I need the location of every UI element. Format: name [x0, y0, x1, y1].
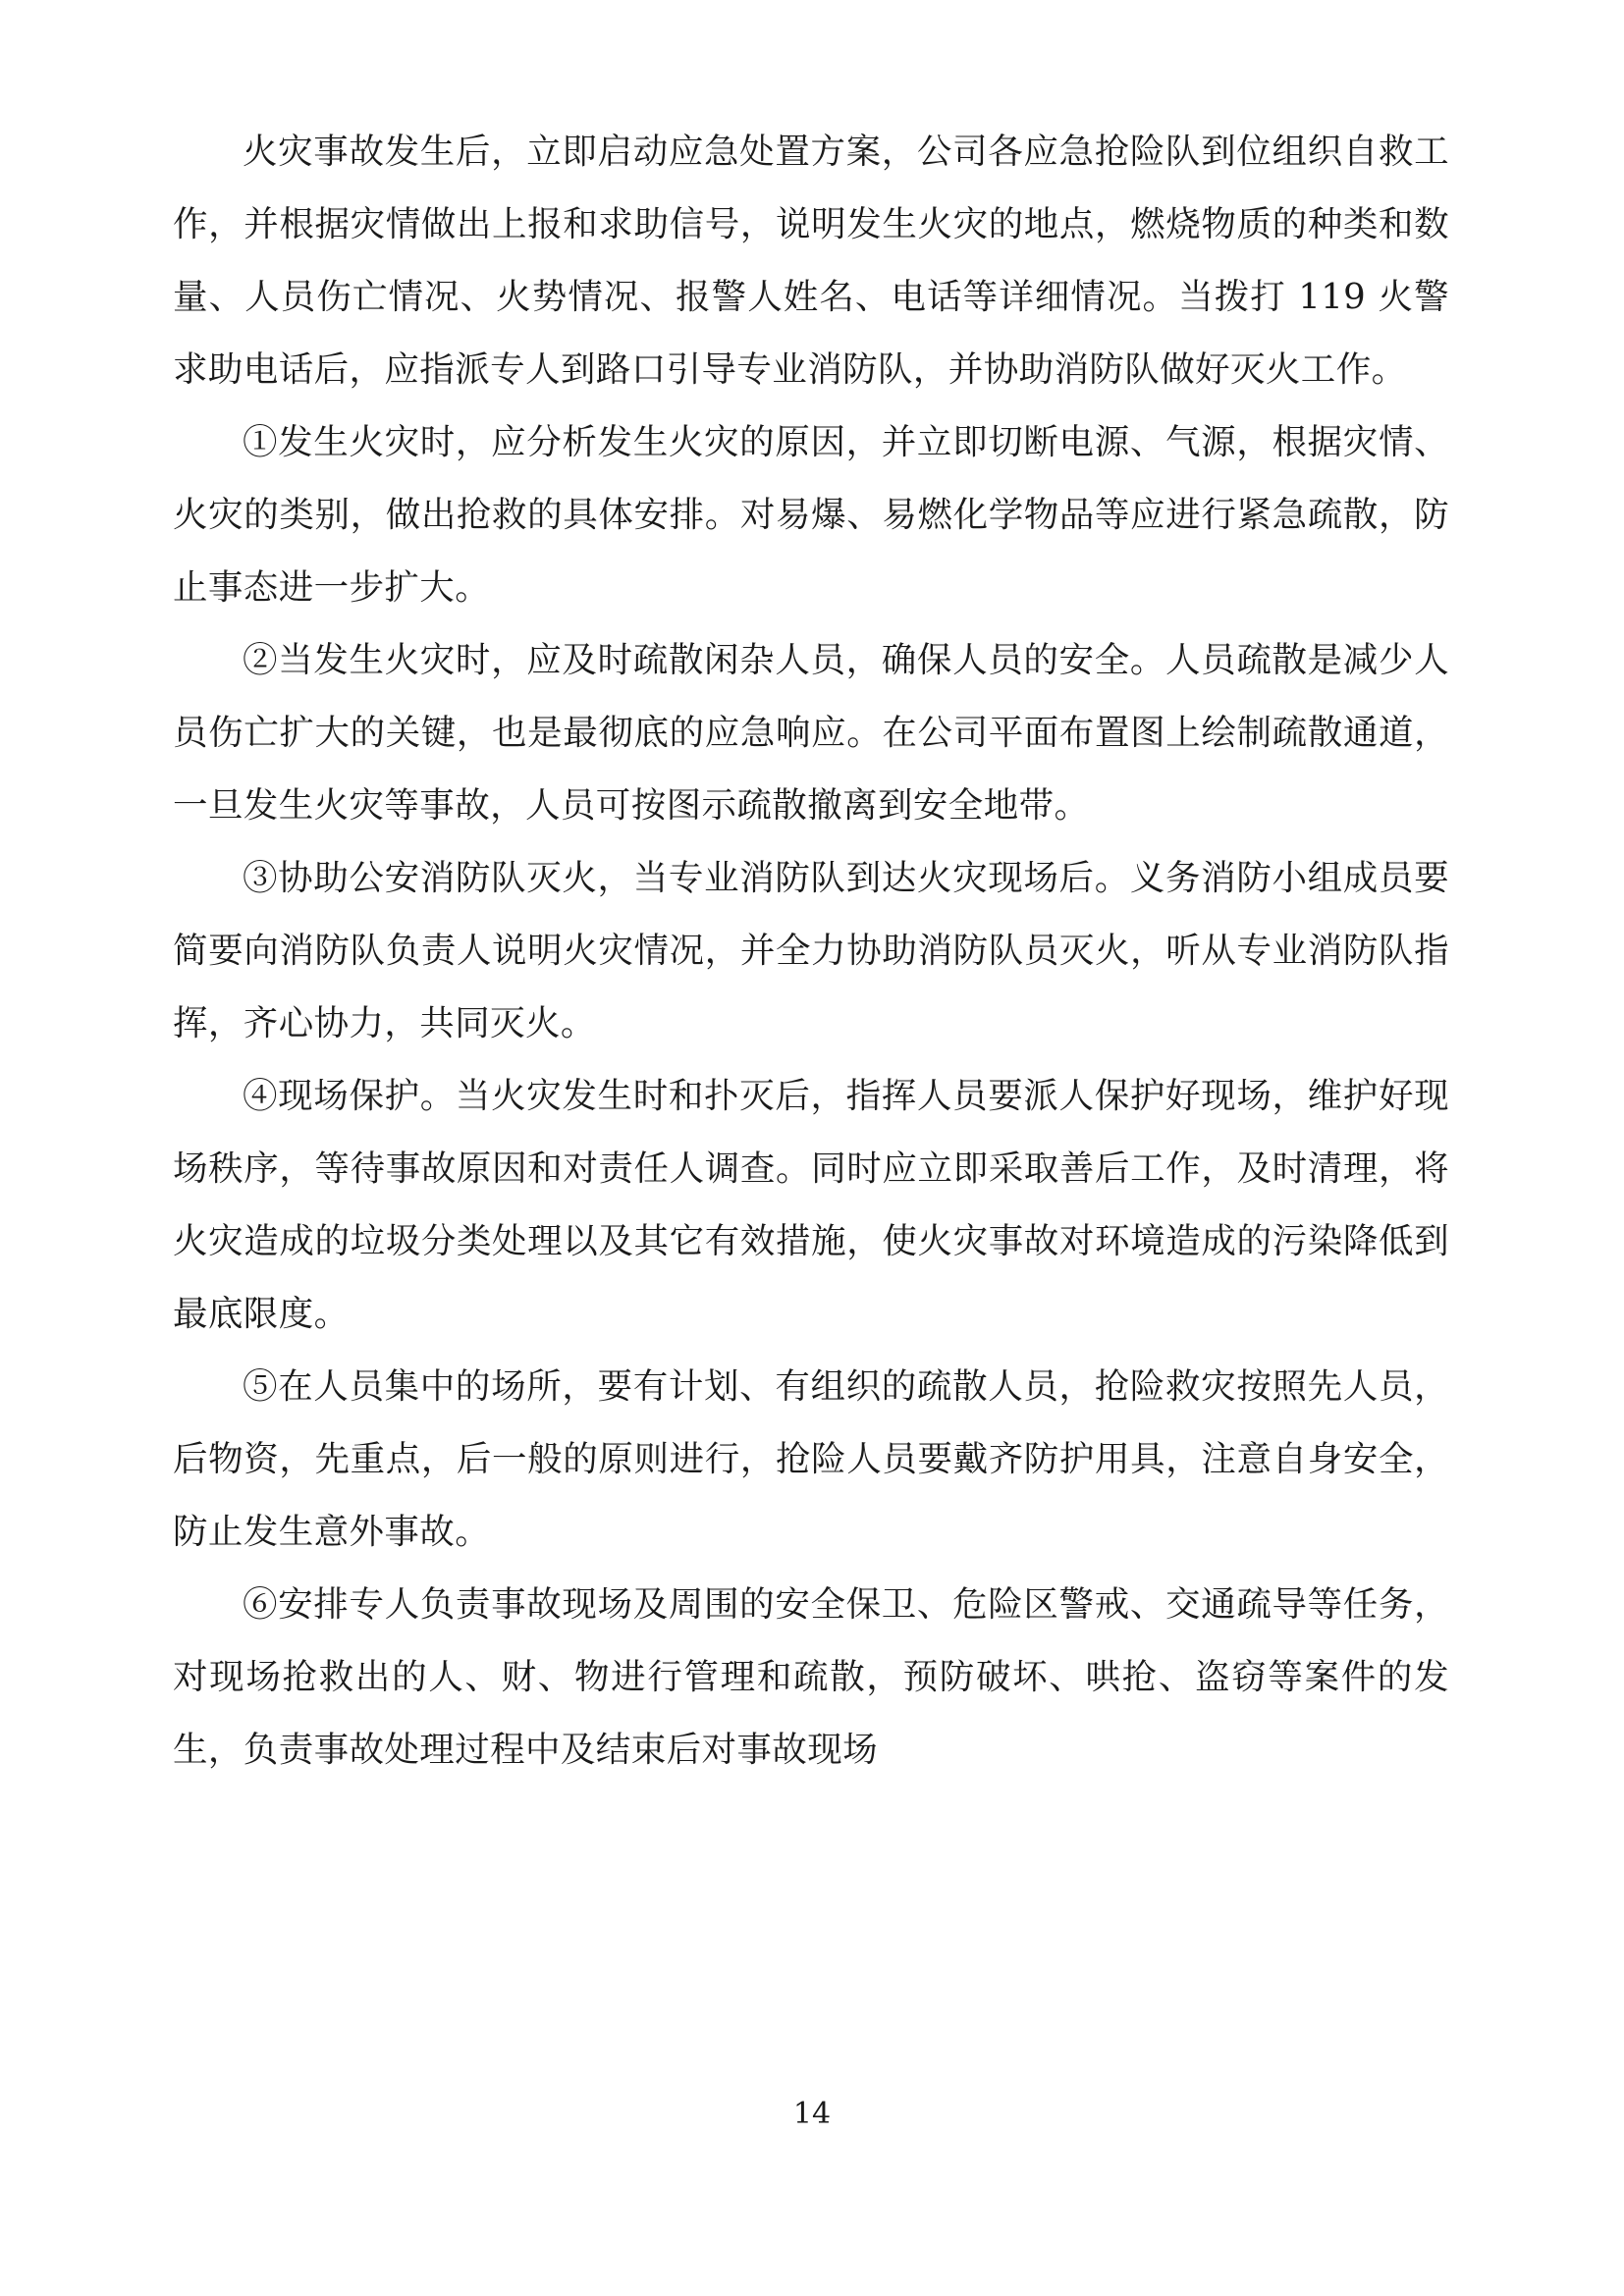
paragraph: ②当发生火灾时，应及时疏散闲杂人员，确保人员的安全。人员疏散是减少人员伤亡扩大的关键，也是最彻底的应急响应。在公司平面布置图上绘制疏散通道，一旦发生火灾等事故，人员可按图示疏散撤离到安全地带。 [173, 640, 1449, 826]
paragraph: ①发生火灾时，应分析发生火灾的原因，并立即切断电源、气源，根据灾情、火灾的类别，做出抢救的具体安排。对易爆、易燃化学物品等应进行紧急疏散，防止事态进一步扩大。 [173, 422, 1449, 608]
paragraph: ⑤在人员集中的场所，要有计划、有组织的疏散人员，抢险救灾按照先人员，后物资，先重点，后一般的原则进行，抢险人员要戴齐防护用具，注意自身安全，防止发生意外事故。 [173, 1366, 1449, 1552]
document-body [173, 116, 1449, 1787]
paragraph: ③协助公安消防队灭火，当专业消防队到达火灾现场后。义务消防小组成员要简要向消防队负责人说明火灾情况，并全力协助消防队员灭火，听从专业消防队指挥，齐心协力，共同灭火。 [173, 858, 1449, 1043]
paragraph: ④现场保护。当火灾发生时和扑灭后，指挥人员要派人保护好现场，维护好现场秩序，等待事故原因和对责任人调查。同时应立即采取善后工作，及时清理，将火灾造成的垃圾分类处理以及其它有效措施，使火灾事故对环境造成的污染降低到最底限度。 [173, 1076, 1449, 1334]
page-number: 14 [792, 2097, 832, 2131]
paragraph: 火灾事故发生后，立即启动应急处置方案，公司各应急抢险队到位组织自救工作，并根据灾情做出上报和求助信号，说明发生火灾的地点，燃烧物质的种类和数量、人员伤亡情况、火势情况、报警人姓名、电话等详细情况。当拨打 119 火警求助电话后，应指派专人到路口引导专业消防队，并协助消防队做好灭火工作。 [173, 132, 1449, 390]
paragraph: ⑥安排专人负责事故现场及周围的安全保卫、危险区警戒、交通疏导等任务，对现场抢救出的人、财、物进行管理和疏散，预防破坏、哄抢、盗窃等案件的发生，负责事故处理过程中及结束后对事故现场 [173, 1584, 1449, 1770]
